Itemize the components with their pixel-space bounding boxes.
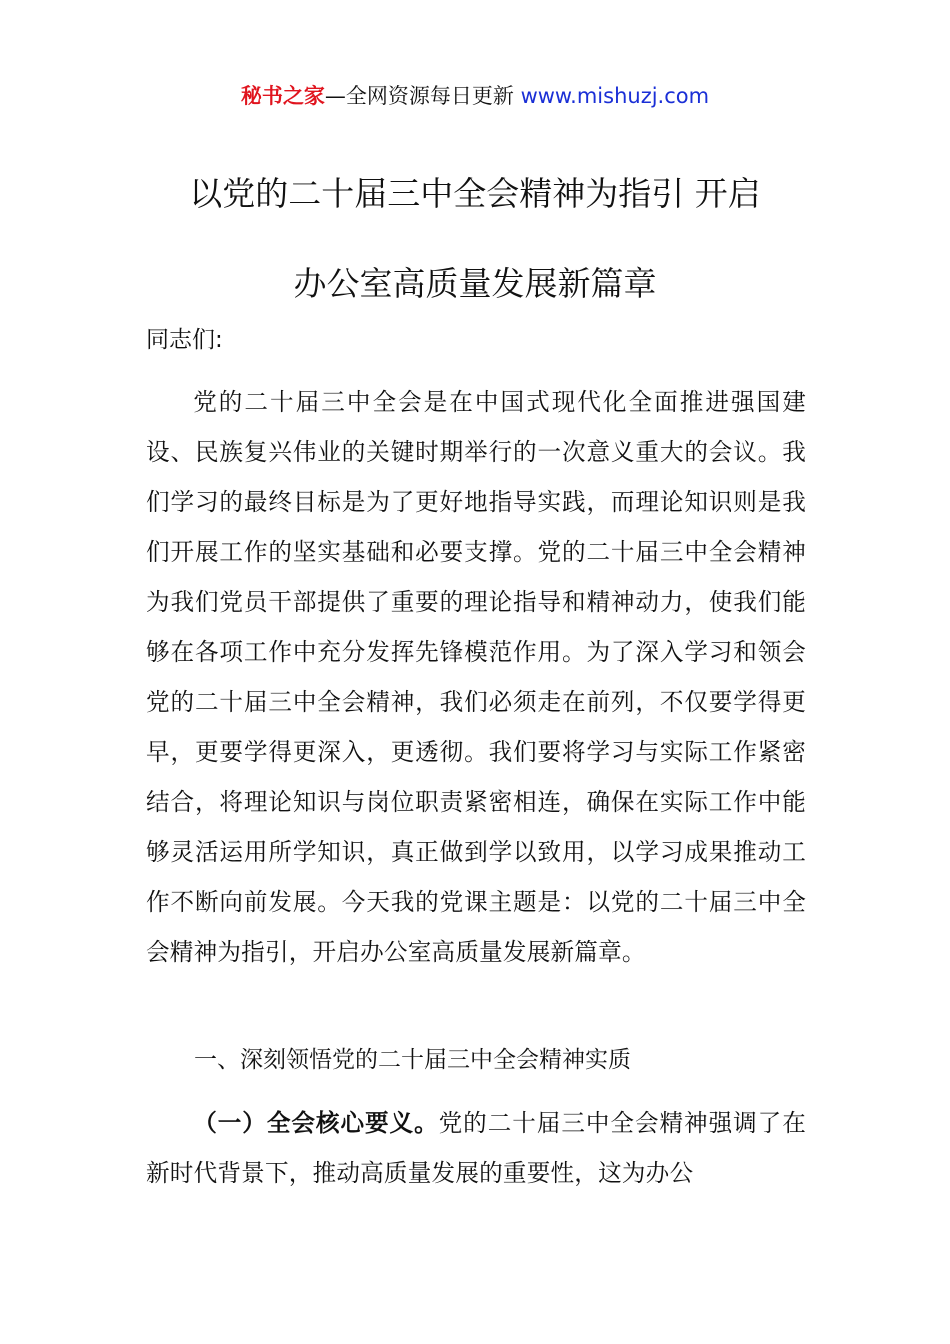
title-line-2: 办公室高质量发展新篇章 — [293, 264, 657, 303]
header-slogan: —全网资源每日更新 — [324, 84, 514, 108]
paragraph-intro: 党的二十届三中全会是在中国式现代化全面推进强国建设、民族复兴伟业的关键时期举行的一次意义重大的会议。我们学习的最终目标是为了更好地指导实践，而理论知识则是我们开展工作的坚实基础和必要支撑。党的二十届三中全会精神为我们党员干部提供了重要的理论指导和精神动力，使我们能够在各项工作中充分发挥先锋模范作用。为了深入学习和领会党的二十届三中全会精神，我们必须走在前列，不仅要学得更早，更要学得更深入，更透彻。我们要将学习与实际工作紧密结合，将理论知识与岗位职责紧密相连，确保在实际工作中能够灵活运用所学知识，真正做到学以致用，以学习成果推动工作不断向前发展。今天我的党课主题是：以党的二十届三中全会精神为指引，开启办公室高质量发展新篇章。 — [146, 388, 806, 966]
site-url-link[interactable]: www.mishuzj.com — [520, 84, 710, 108]
document-title — [0, 168, 950, 310]
section-heading-1: 一、深刻领悟党的二十届三中全会精神实质 — [194, 1047, 631, 1073]
paragraph-subsection-1 — [146, 1098, 806, 1198]
subsection-lead: （一）全会核心要义。 — [193, 1109, 439, 1137]
salutation: 同志们: — [146, 327, 223, 353]
subsection-text: 党的二十届三中全会精神强调了在新时代背景下，推动高质量发展的重要性，这为办公 — [146, 1109, 807, 1187]
title-line-1: 以党的二十届三中全会精神为指引 开启 — [189, 174, 761, 213]
site-header — [0, 80, 950, 112]
brand-name: 秘书之家 — [240, 84, 325, 108]
